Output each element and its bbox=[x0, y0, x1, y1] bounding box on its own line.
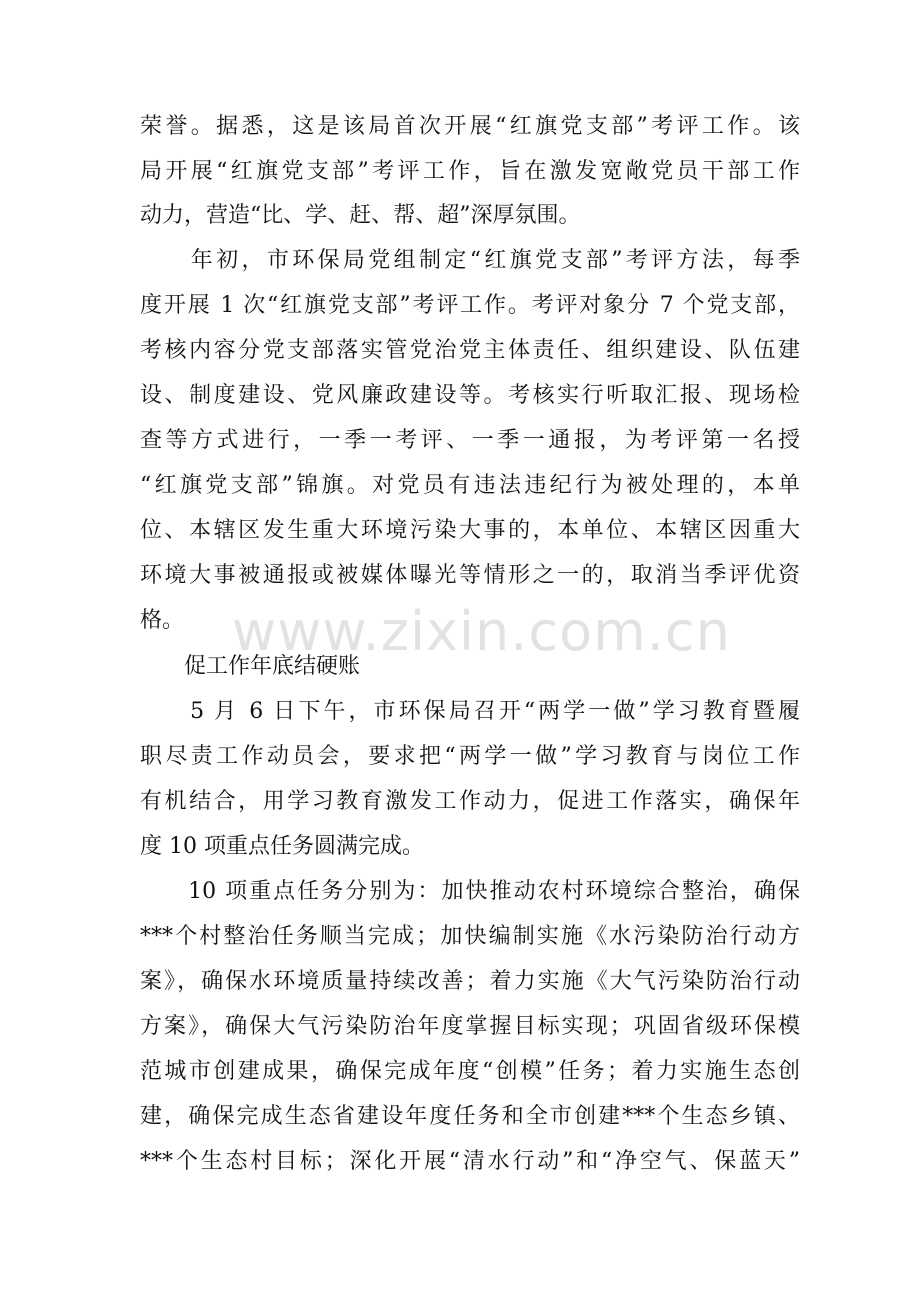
text-line: 查等方式进行，一季一考评、一季一通报，为考评第一名授 bbox=[140, 428, 800, 453]
text-line: 度 10 项重点任务圆满完成。 bbox=[140, 834, 424, 859]
text-line: 局开展“红旗党支部”考评工作，旨在激发宽敞党员干部工作 bbox=[140, 159, 800, 184]
text-line: 环境大事被通报或被媒体曝光等情形之一的，取消当季评优资 bbox=[140, 563, 800, 588]
section-heading: 促工作年底结硬账 bbox=[140, 654, 361, 679]
text-line: 方案》，确保大气污染防治年度掌握目标实现；巩固省级环保模 bbox=[140, 1014, 800, 1039]
text-line: 职尽责工作动员会，要求把“两学一做”学习教育与岗位工作 bbox=[140, 744, 800, 769]
text-line: 位、本辖区发生重大环境污染大事的，本单位、本辖区因重大 bbox=[140, 518, 800, 543]
text-line: 有机结合，用学习教育激发工作动力，促进工作落实，确保年 bbox=[140, 789, 800, 814]
text-line: 5 月 6 日下午，市环保局召开“两学一做”学习教育暨履 bbox=[140, 699, 800, 724]
text-line: “红旗党支部”锦旗。对党员有违法违纪行为被处理的，本单 bbox=[140, 473, 800, 498]
text-line: 年初，市环保局党组制定“红旗党支部”考评方法，每季 bbox=[140, 248, 800, 273]
text-line: ***个村整治任务顺当完成；加快编制实施《水污染防治行动方 bbox=[140, 924, 800, 949]
text-line: 10 项重点任务分别为：加快推动农村环境综合整治，确保 bbox=[140, 879, 800, 904]
text-line: ***个生态村目标；深化开展“清水行动”和“净空气、保蓝天” bbox=[140, 1149, 800, 1174]
text-line: 案》，确保水环境质量持续改善；着力实施《大气污染防治行动 bbox=[140, 969, 800, 994]
text-line: 考核内容分党支部落实管党治党主体责任、组织建设、队伍建 bbox=[140, 338, 800, 363]
watermark: www.zixin.com.cn bbox=[232, 600, 731, 663]
text-line: 建，确保完成生态省建设年度任务和全市创建***个生态乡镇、 bbox=[140, 1104, 800, 1129]
text-line: 荣誉。据悉，这是该局首次开展“红旗党支部”考评工作。该 bbox=[140, 114, 800, 139]
text-line: 动力，营造“比、学、赶、帮、超”深厚氛围。 bbox=[140, 203, 581, 228]
text-line: 度开展 1 次“红旗党支部”考评工作。考评对象分 7 个党支部， bbox=[140, 293, 800, 318]
text-line: 设、制度建设、党风廉政建设等。考核实行听取汇报、现场检 bbox=[140, 383, 800, 408]
text-line: 范城市创建成果，确保完成年度“创模”任务；着力实施生态创 bbox=[140, 1059, 800, 1084]
text-line: 格。 bbox=[140, 608, 185, 633]
